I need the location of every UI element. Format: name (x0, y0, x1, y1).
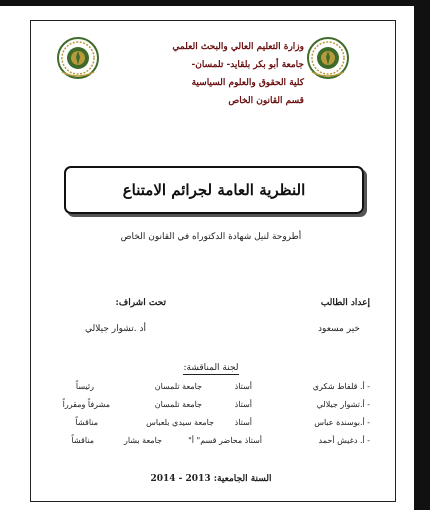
student-label: إعداد الطالب (320, 298, 370, 308)
supervisor-label: تحت اشراف: (115, 298, 166, 308)
department-line: قسم القانون الخاص (228, 96, 304, 106)
member-name: - أ.تشوار جيلالي (316, 400, 370, 409)
member-role: مشرفاً ومقرراً (62, 400, 110, 409)
faculty-line: كلية الحقوق والعلوم السياسية (191, 78, 304, 88)
thesis-subtitle: أطروحة لنيل شهادة الدكتوراه في القانون الخاص (120, 232, 302, 242)
member-name: - أ. دغيش أحمد (318, 436, 370, 445)
member-rank: أستاذ (234, 400, 252, 409)
member-name: - أ.بوسندة عباس (314, 418, 370, 427)
ministry-line: وزارة التعليم العالي والبحث العلمي (172, 42, 304, 52)
student-name: خير مسعود (318, 324, 360, 334)
member-institution: جامعة تلمسان (154, 382, 202, 391)
member-rank: أستاذ محاضر قسم" أ" (188, 436, 262, 445)
member-institution: جامعة بشار (123, 436, 162, 445)
university-seal-left-icon (56, 36, 100, 80)
supervisor-name: أد .تشوار جيلالي (84, 324, 146, 334)
university-seal-right-icon (306, 36, 350, 80)
member-role: مناقشاً (75, 418, 98, 427)
member-institution: جامعة سيدي بلعباس (146, 418, 214, 427)
committee-row (6, 436, 414, 450)
committee-row (6, 382, 414, 396)
member-institution: جامعة تلمسان (154, 400, 202, 409)
academic-year: السنة الجامعية: 2013 - 2014 (150, 474, 272, 484)
member-rank: أستاذ (234, 382, 252, 391)
member-name: - أ. قلفاط شكري (312, 382, 370, 391)
member-role: مناقشاً (71, 436, 94, 445)
university-line: جامعة أبو بكر بلقايد- تلمسان- (191, 60, 304, 70)
committee-title (156, 363, 266, 373)
committee-row (6, 400, 414, 414)
window-edge-right (414, 0, 430, 510)
document-page (6, 6, 414, 510)
thesis-title: النظرية العامة لجرائم الامتناع (122, 181, 306, 199)
committee-title-text: لجنة المناقشة: (183, 363, 239, 373)
member-rank: أستاذ (234, 418, 252, 427)
member-role: رئيساً (75, 382, 94, 391)
committee-row (6, 418, 414, 432)
thesis-title-box (64, 166, 364, 214)
